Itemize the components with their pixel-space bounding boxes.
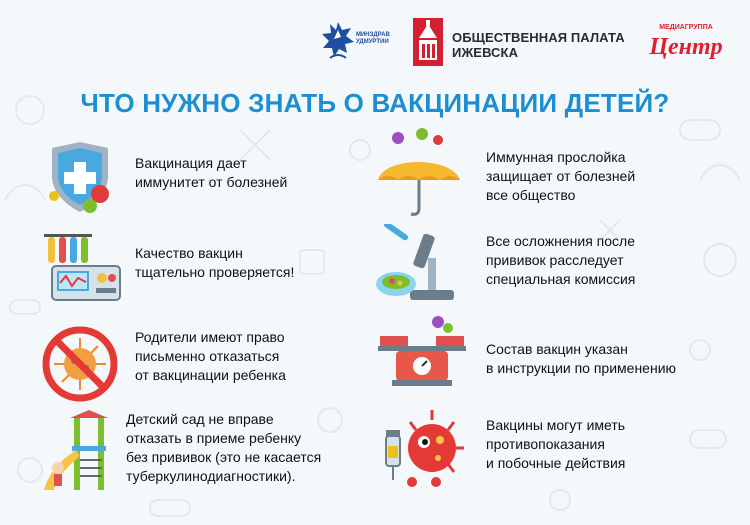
minzdrav-logo-text: МИНЗДРАВ УДМУРТИИ — [356, 32, 390, 45]
microscope-icon — [374, 224, 462, 310]
umbrella-icon — [374, 128, 464, 220]
palata-logo-icon — [413, 18, 443, 66]
info-item-contraindications — [370, 400, 740, 496]
info-item-text: Родители имеют право письменно отказаться от вакцинации ребенка — [135, 329, 286, 383]
centr-logo-small-text: МЕДИАГРУППА — [659, 24, 713, 31]
info-item-text: Вакцинация дает иммунитет от болезней — [135, 155, 288, 190]
centr-logo-big-text: Центр — [649, 34, 723, 60]
page-title: ЧТО НУЖНО ЗНАТЬ О ВАКЦИНАЦИИ ДЕТЕЙ? — [80, 88, 670, 118]
info-item-text: Вакцины могут иметь противопоказания и побочные действия — [486, 417, 626, 471]
palata-logo-text: ОБЩЕСТВЕННАЯ ПАЛАТА ИЖЕВСКА — [452, 30, 625, 60]
info-item-quality — [40, 228, 370, 308]
header-logos — [0, 18, 750, 66]
playground-slide-icon — [40, 410, 116, 494]
info-item-text: Состав вакцин указан в инструкции по применению — [486, 341, 677, 376]
scales-icon — [374, 314, 470, 390]
lab-equipment-icon — [40, 228, 126, 308]
info-item-kindergarten — [40, 408, 380, 500]
info-item-herd-immunity — [370, 128, 740, 220]
info-item-text: Качество вакцин тщательно проверяется! — [135, 245, 295, 280]
info-item-text: Детский сад не вправе отказать в приеме ребенку без прививок (это не касается туберкулинодиагностики). — [126, 411, 322, 484]
info-item-complications — [370, 220, 740, 310]
info-item-immunity — [40, 140, 370, 220]
shield-icon — [40, 140, 120, 216]
prohibited-virus-icon — [40, 324, 120, 404]
info-item-text: Все осложнения после прививок расследует специальная комиссия — [486, 233, 636, 287]
info-item-composition — [370, 314, 740, 394]
info-item-refusal — [40, 324, 370, 404]
virus-character-icon — [372, 402, 472, 496]
centr-logo-icon — [640, 20, 732, 64]
info-item-text: Иммунная прослойка защищает от болезней все общество — [486, 149, 636, 203]
